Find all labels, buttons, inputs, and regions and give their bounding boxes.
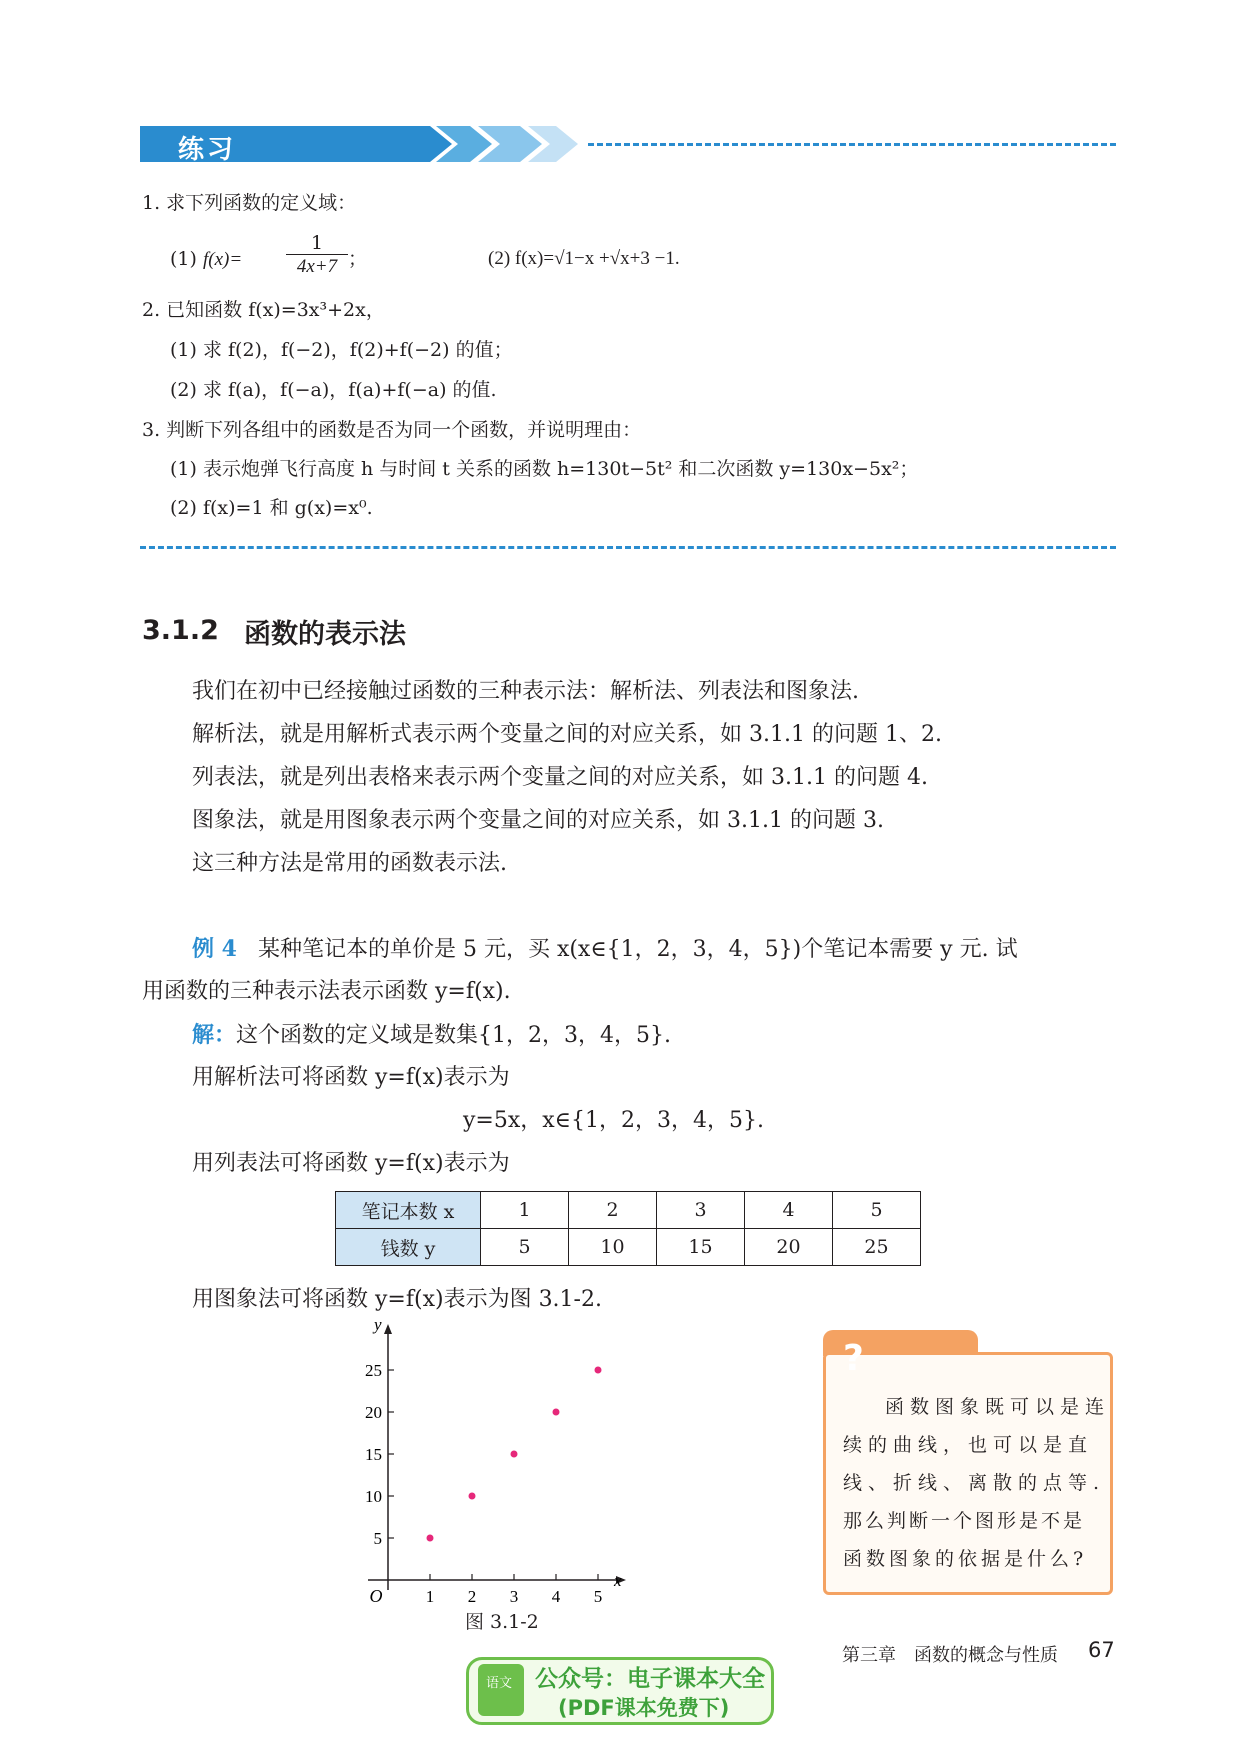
exercise-q3-stem: 3. 判断下列各组中的函数是否为同一个函数，并说明理由： xyxy=(142,419,642,441)
example-label: 例 4 xyxy=(192,936,237,962)
table-row xyxy=(336,1192,921,1229)
table-cell: 15 xyxy=(657,1229,745,1266)
data-point xyxy=(553,1409,560,1416)
origin-label: O xyxy=(369,1586,383,1606)
x-tick-label: 5 xyxy=(593,1587,603,1606)
exercise-q2-part1: (1) 求 f(2)，f(−2)，f(2)+f(−2) 的值； xyxy=(170,339,513,361)
example-text: 某种笔记本的单价是 5 元，买 x(x∈{1，2，3，4，5})个笔记本需要 y 元. 试 xyxy=(257,937,1018,962)
table-cell: 1 xyxy=(481,1192,569,1229)
section-paragraph: 我们在初中已经接触过函数的三种表示法：解析法、列表法和图象法. xyxy=(192,679,859,704)
y-tick-label: 10 xyxy=(365,1487,382,1506)
x-tick-label: 1 xyxy=(425,1587,435,1606)
exercise-q1-part2: (2) f(x)=√1−x +√x+3 −1. xyxy=(488,248,680,269)
y-tick-label: 15 xyxy=(365,1445,382,1464)
exercise-q3-part1: (1) 表示炮弹飞行高度 h 与时间 t 关系的函数 h=130t−5t² 和二次函数 y=130x−5x²； xyxy=(170,458,919,480)
table-intro: 用列表法可将函数 y=f(x)表示为 xyxy=(192,1151,510,1176)
q1-fraction xyxy=(282,232,352,279)
table-header-x: 笔记本数 x xyxy=(336,1192,481,1229)
watermark-line1: 公众号：电子课本大全 xyxy=(535,1666,765,1692)
think-line: 函数图象既可以是连 xyxy=(885,1396,1111,1418)
solution-text: 这个函数的定义域是数集{1，2，3，4，5}. xyxy=(236,1023,671,1048)
q1-part1-lhs: f(x)= xyxy=(202,249,243,270)
think-line: 那么判断一个图形是不是 xyxy=(843,1510,1086,1532)
think-line: 函数图象的依据是什么? xyxy=(843,1548,1088,1570)
solution-label: 解： xyxy=(192,1022,237,1048)
exercise-q2-stem: 2. 已知函数 f(x)=3x³+2x， xyxy=(142,299,385,321)
exercise-q1-part1 xyxy=(170,246,242,273)
data-point xyxy=(427,1535,434,1542)
analytic-intro: 用解析法可将函数 y=f(x)表示为 xyxy=(192,1065,510,1090)
section-paragraph: 解析法，就是用解析式表示两个变量之间的对应关系，如 3.1.1 的问题 1、2. xyxy=(192,722,942,747)
section-paragraph: 列表法，就是列出表格来表示两个变量之间的对应关系，如 3.1.1 的问题 4. xyxy=(192,765,928,790)
q1-part1-end: ； xyxy=(348,248,368,270)
table-cell: 20 xyxy=(745,1229,833,1266)
example-line1 xyxy=(192,934,1018,965)
y-tick-label: 25 xyxy=(365,1361,382,1380)
graph-intro: 用图象法可将函数 y=f(x)表示为图 3.1-2. xyxy=(192,1287,602,1312)
think-line: 续的曲线，也可以是直 xyxy=(843,1434,1094,1456)
x-tick-label: 2 xyxy=(467,1587,477,1606)
x-tick-label: 3 xyxy=(509,1587,519,1606)
y-axis-label: y xyxy=(374,1318,382,1334)
table-row xyxy=(336,1229,921,1266)
analytic-formula: y=5x，x∈{1，2，3，4，5}. xyxy=(463,1108,764,1133)
section-paragraph: 这三种方法是常用的函数表示法. xyxy=(192,851,507,876)
table-cell: 2 xyxy=(569,1192,657,1229)
figure-caption: 图 3.1-2 xyxy=(465,1611,539,1633)
table-cell: 5 xyxy=(833,1192,921,1229)
y-tick-label: 20 xyxy=(365,1403,382,1422)
footer-chapter: 第三章 函数的概念与性质 xyxy=(842,1645,1058,1666)
table-header-y: 钱数 y xyxy=(336,1229,481,1266)
exercise-banner xyxy=(140,126,580,165)
think-line: 线、折线、离散的点等. xyxy=(843,1472,1106,1494)
q1-fraction-numerator: 1 xyxy=(310,232,324,254)
table-cell: 4 xyxy=(745,1192,833,1229)
x-axis-label: x xyxy=(614,1571,622,1590)
y-axis-arrow xyxy=(384,1324,392,1334)
section-title: 函数的表示法 xyxy=(244,619,406,650)
section-number: 3.1.2 xyxy=(142,615,219,646)
solution-line xyxy=(192,1020,671,1051)
table-cell: 10 xyxy=(569,1229,657,1266)
exercise-q1-stem: 1. 求下列函数的定义域： xyxy=(142,192,357,214)
x-tick-label: 4 xyxy=(551,1587,561,1606)
question-mark-icon: ? xyxy=(843,1338,864,1379)
table-cell: 3 xyxy=(657,1192,745,1229)
watermark-line2: (PDF课本免费下) xyxy=(558,1696,730,1720)
exercise-q2-part2: (2) 求 f(a)，f(−a)，f(a)+f(−a) 的值. xyxy=(170,379,497,401)
data-point xyxy=(595,1367,602,1374)
example-line2: 用函数的三种表示法表示函数 y=f(x). xyxy=(142,979,511,1004)
exercise-title: 练习 xyxy=(178,135,237,165)
section-paragraph: 图象法，就是用图象表示两个变量之间的对应关系，如 3.1.1 的问题 3. xyxy=(192,808,884,833)
data-point xyxy=(511,1451,518,1458)
y-tick-label: 5 xyxy=(373,1529,382,1548)
value-table xyxy=(335,1191,921,1266)
watermark-icon-text: 语文 xyxy=(486,1676,513,1691)
page-number: 67 xyxy=(1088,1638,1115,1662)
q1-fraction-denominator: 4x+7 xyxy=(296,256,338,277)
scatter-chart xyxy=(360,1318,640,1628)
table-cell: 25 xyxy=(833,1229,921,1266)
q1-part1-label: (1) xyxy=(170,248,197,270)
data-point xyxy=(469,1493,476,1500)
divider-bottom xyxy=(140,546,1116,549)
divider-top xyxy=(588,143,1116,146)
table-cell: 5 xyxy=(481,1229,569,1266)
exercise-q3-part2: (2) f(x)=1 和 g(x)=x⁰. xyxy=(170,497,373,519)
